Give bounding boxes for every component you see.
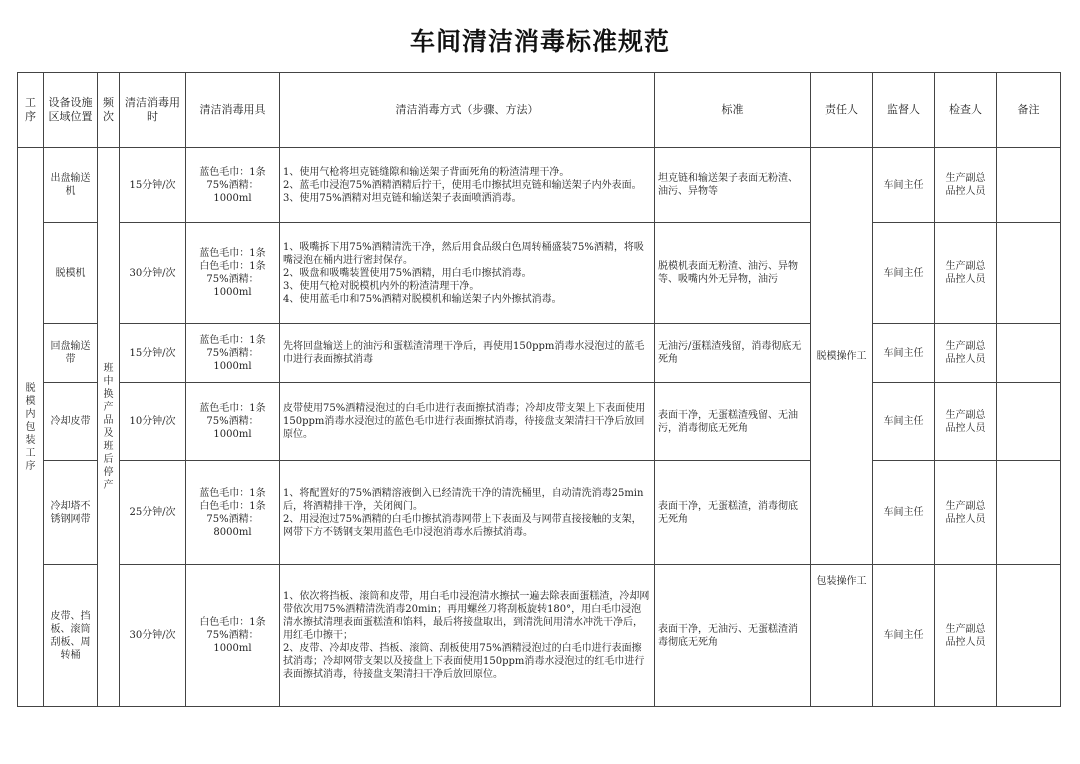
frequency-cell [98, 148, 120, 707]
tool-line: 蓝色毛巾：1条 [199, 403, 266, 414]
process-line: 内包装工序 [25, 408, 36, 472]
tools-cell [186, 223, 280, 324]
remarks-cell [997, 223, 1061, 324]
tools-cell [186, 383, 280, 461]
cleaning-standard-table [17, 72, 1061, 707]
process-line: 脱模 [25, 382, 36, 407]
area-cell: 皮带、挡板、滚筒刮板、周转桶 [44, 565, 98, 707]
method-step: 皮带使用75%酒精浸泡过的白毛巾进行表面擦拭消毒；冷却皮带支架上下表面使用150ppm消毒水浸泡过的蓝色毛巾进行表面擦拭消毒，待接盘支架清扫干净后放回原位。 [283, 403, 646, 440]
header-inspector: 检查人 [935, 73, 997, 148]
table-row [18, 324, 1061, 383]
remarks-cell [997, 383, 1061, 461]
remarks-cell [997, 461, 1061, 565]
table-row [18, 383, 1061, 461]
time-cell: 30分钟/次 [120, 223, 186, 324]
area-cell: 冷却塔不锈钢网带 [44, 461, 98, 565]
time-cell: 30分钟/次 [120, 565, 186, 707]
table-row [18, 565, 1061, 707]
inspector-line: 品控人员 [945, 186, 986, 197]
supervisor-cell: 车间主任 [873, 223, 935, 324]
inspector-line: 生产副总 [945, 341, 986, 352]
method-step: 3、使用气枪对脱模机内外的粉渣清理干净。 [283, 280, 480, 292]
supervisor-cell: 车间主任 [873, 148, 935, 223]
frequency-text [103, 362, 115, 492]
tool-line: 75%酒精：1000ml [206, 274, 259, 298]
method-cell [280, 565, 655, 707]
method-step: 1、将配置好的75%酒精溶液倒入已经清洗干净的清洗桶里，自动清洗消毒25min后，将酒精排干净，关闭阀门。 [283, 487, 644, 512]
method-step: 2、蓝毛巾浸泡75%酒精酒精后拧干，使用毛巾擦拭坦克链和输送架子内外表面。 [283, 179, 642, 191]
header-row [18, 73, 1061, 148]
method-step: 1、使用气枪将坦克链缝隙和输送架子背面死角的粉渣清理干净。 [283, 166, 570, 178]
header-standard: 标准 [655, 73, 811, 148]
frequency-line: 停产 [103, 467, 114, 491]
inspector-line: 生产副总 [945, 409, 986, 421]
supervisor-cell: 车间主任 [873, 324, 935, 383]
inspector-cell [935, 223, 997, 324]
standard-cell: 表面干净，无蛋糕渣残留、无油污，消毒彻底无死角 [655, 383, 811, 461]
header-frequency: 频次 [98, 73, 120, 148]
inspector-line: 品控人员 [945, 422, 986, 434]
header-remarks: 备注 [997, 73, 1061, 148]
inspector-line: 品控人员 [945, 636, 986, 648]
method-step: 4、使用蓝毛巾和75%酒精对脱模机和输送架子内外擦拭消毒。 [283, 293, 562, 305]
standard-cell: 无油污/蛋糕渣残留，消毒彻底无死角 [655, 324, 811, 383]
table-row [18, 223, 1061, 324]
area-cell: 脱模机 [44, 223, 98, 324]
method-cell [280, 223, 655, 324]
method-step: 先将回盘输送上的油污和蛋糕渣清理干净后，再使用150ppm消毒水浸泡过的蓝毛巾进行表面擦拭消毒 [283, 341, 645, 365]
remarks-cell [997, 148, 1061, 223]
tools-cell [186, 148, 280, 223]
header-process: 工序 [18, 73, 44, 148]
tool-line: 蓝色毛巾：1条 [199, 334, 266, 346]
tool-line: 75%酒精：1000ml [206, 416, 259, 440]
inspector-line: 品控人员 [945, 354, 986, 365]
inspector-line: 生产副总 [945, 261, 986, 272]
method-cell [280, 383, 655, 461]
tool-line: 75%酒精：1000ml [206, 630, 259, 654]
header-method: 清洁消毒方式（步骤、方法） [280, 73, 655, 148]
time-cell: 15分钟/次 [120, 148, 186, 223]
header-area: 设备设施区域位置 [44, 73, 98, 148]
method-step: 1、吸嘴拆下用75%酒精清洗干净，然后用食品级白色周转桶盛装75%酒精，将吸嘴浸泡在桶内进行密封保存。 [283, 241, 644, 266]
table-row [18, 461, 1061, 565]
tools-cell [186, 565, 280, 707]
tool-line: 白色毛巾：1条 [199, 617, 266, 628]
tools-cell [186, 461, 280, 565]
tool-line: 蓝色毛巾：1条 [199, 166, 266, 178]
inspector-line: 品控人员 [945, 274, 986, 285]
inspector-line: 品控人员 [945, 513, 986, 525]
supervisor-cell: 车间主任 [873, 383, 935, 461]
inspector-line: 生产副总 [945, 500, 986, 512]
method-step: 2、皮带、冷却皮带、挡板、滚筒、刮板使用75%酒精浸泡过的白毛巾进行表面擦拭消毒；冷却网带支架以及接盘上下表面使用150ppm消毒水浸泡过的红毛巾进行表面擦拭消毒，待接盘支架清扫干净后放回原位。 [283, 643, 645, 680]
tool-line: 白色毛巾：1条 [199, 261, 266, 272]
remarks-cell [997, 565, 1061, 707]
remarks-cell [997, 324, 1061, 383]
area-cell: 回盘输送带 [44, 324, 98, 383]
tool-line: 蓝色毛巾：1条 [199, 487, 266, 499]
header-tools: 清洁消毒用具 [186, 73, 280, 148]
tool-line: 75%酒精：1000ml [206, 347, 259, 372]
standard-cell: 脱模机表面无粉渣、油污、异物等、吸嘴内外无异物，油污 [655, 223, 811, 324]
table-row [18, 148, 1061, 223]
standard-cell: 表面干净，无蛋糕渣，消毒彻底无死角 [655, 461, 811, 565]
time-cell: 25分钟/次 [120, 461, 186, 565]
inspector-cell [935, 148, 997, 223]
supervisor-cell: 车间主任 [873, 461, 935, 565]
method-step: 3、使用75%酒精对坦克链和输送架子表面喷洒消毒。 [283, 192, 522, 204]
process-cell [18, 148, 44, 707]
inspector-cell [935, 383, 997, 461]
header-time: 清洁消毒用时 [120, 73, 186, 148]
tool-line: 蓝色毛巾：1条 [199, 248, 266, 259]
method-cell [280, 148, 655, 223]
header-supervisor: 监督人 [873, 73, 935, 148]
tool-line: 白色毛巾：1条 [199, 500, 266, 512]
area-cell: 出盘输送机 [44, 148, 98, 223]
time-cell: 10分钟/次 [120, 383, 186, 461]
method-step: 2、用浸泡过75%酒精的白毛巾擦拭消毒网带上下表面及与网带直接接触的支架，网带下方不锈钢支架用蓝色毛巾浸泡消毒水后擦拭消毒。 [283, 513, 642, 538]
document-title: 车间清洁消毒标准规范 [409, 27, 670, 56]
responsible-cell-packaging: 包装操作工 [811, 565, 873, 707]
method-cell [280, 324, 655, 383]
inspector-cell [935, 461, 997, 565]
supervisor-cell: 车间主任 [873, 565, 935, 707]
inspector-line: 生产副总 [945, 623, 986, 635]
tool-line: 75%酒精：1000ml [206, 179, 259, 204]
frequency-line: 班中换产品及班后 [103, 363, 114, 465]
area-cell: 冷却皮带 [44, 383, 98, 461]
responsible-cell-molding: 脱模操作工 [811, 148, 873, 565]
inspector-line: 生产副总 [945, 173, 986, 184]
method-cell [280, 461, 655, 565]
tools-cell [186, 324, 280, 383]
standard-cell: 坦克链和输送架子表面无粉渣、油污、异物等 [655, 148, 811, 223]
process-name [25, 382, 37, 473]
time-cell: 15分钟/次 [120, 324, 186, 383]
tool-line: 75%酒精：8000ml [206, 513, 259, 538]
standard-cell: 表面干净，无油污、无蛋糕渣消毒彻底无死角 [655, 565, 811, 707]
method-step: 2、吸盘和吸嘴装置使用75%酒精，用白毛巾擦拭消毒。 [283, 267, 532, 279]
inspector-cell [935, 324, 997, 383]
header-responsible: 责任人 [811, 73, 873, 148]
inspector-cell [935, 565, 997, 707]
method-step: 1、依次将挡板、滚筒和皮带，用白毛巾浸泡清水擦拭一遍去除表面蛋糕渣，冷却网带依次用75%酒精清洗消毒20min；再用螺丝刀将刮板旋转180°，用白毛巾浸泡清水擦拭清理表面蛋糕渣和馅料，最后将接盘取出，到清洗间用清水冲洗干净后，用红毛巾擦干； [283, 591, 650, 641]
